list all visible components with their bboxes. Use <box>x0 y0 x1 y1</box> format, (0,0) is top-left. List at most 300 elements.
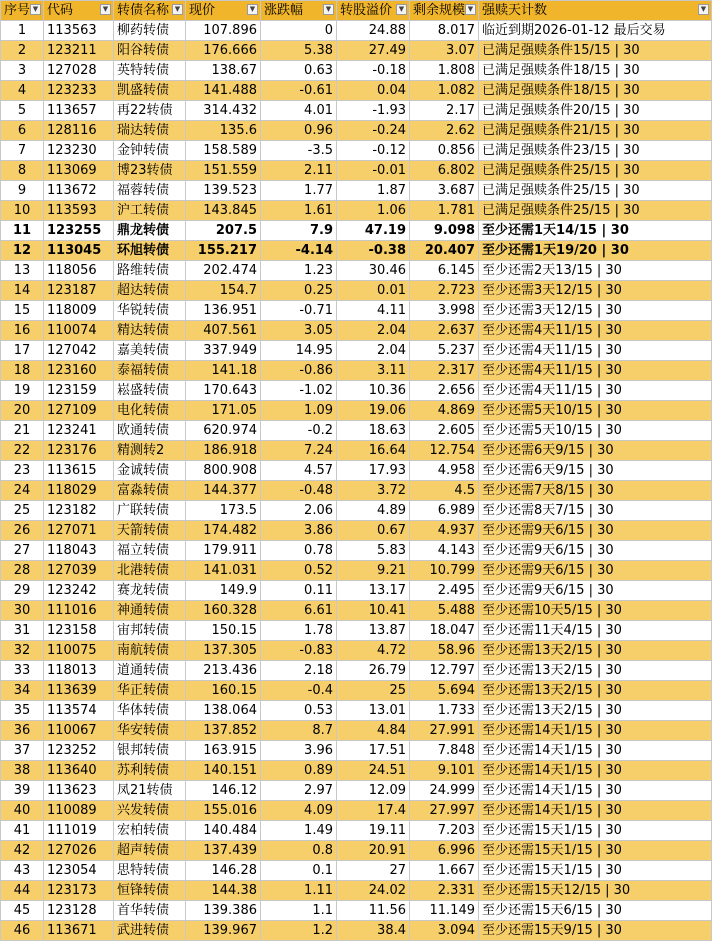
cell-redeem-count[interactable]: 至少还需3天12/15 | 30 <box>479 301 712 321</box>
cell-remaining[interactable]: 12.754 <box>410 441 479 461</box>
cell-premium[interactable]: 24.02 <box>337 881 410 901</box>
cell-change[interactable]: 2.06 <box>261 501 337 521</box>
cell-name[interactable]: 首华转债 <box>114 901 186 921</box>
cell-price[interactable]: 136.951 <box>186 301 261 321</box>
table-row[interactable] <box>1 641 712 661</box>
header-cell-code[interactable] <box>44 1 114 21</box>
cell-change[interactable]: -4.14 <box>261 241 337 261</box>
cell-index[interactable]: 19 <box>1 381 44 401</box>
cell-price[interactable]: 141.488 <box>186 81 261 101</box>
cell-premium[interactable]: 3.11 <box>337 361 410 381</box>
cell-name[interactable]: 思特转债 <box>114 861 186 881</box>
cell-remaining[interactable]: 5.488 <box>410 601 479 621</box>
cell-index[interactable]: 35 <box>1 701 44 721</box>
cell-index[interactable]: 16 <box>1 321 44 341</box>
cell-remaining[interactable]: 7.848 <box>410 741 479 761</box>
cell-remaining[interactable]: 4.937 <box>410 521 479 541</box>
cell-remaining[interactable]: 2.17 <box>410 101 479 121</box>
header-cell-price[interactable] <box>186 1 261 21</box>
cell-name[interactable]: 柳药转债 <box>114 21 186 41</box>
cell-redeem-count[interactable]: 至少还需15天1/15 | 30 <box>479 821 712 841</box>
cell-price[interactable]: 174.482 <box>186 521 261 541</box>
cell-code[interactable]: 123176 <box>44 441 114 461</box>
cell-index[interactable]: 25 <box>1 501 44 521</box>
cell-price[interactable]: 179.911 <box>186 541 261 561</box>
cell-change[interactable]: -0.48 <box>261 481 337 501</box>
cell-index[interactable]: 23 <box>1 461 44 481</box>
cell-redeem-count[interactable]: 至少还需13天2/15 | 30 <box>479 661 712 681</box>
table-row[interactable] <box>1 701 712 721</box>
cell-code[interactable]: 128116 <box>44 121 114 141</box>
cell-index[interactable]: 3 <box>1 61 44 81</box>
cell-remaining[interactable]: 2.723 <box>410 281 479 301</box>
cell-redeem-count[interactable]: 已满足强赎条件18/15 | 30 <box>479 61 712 81</box>
cell-premium[interactable]: 25 <box>337 681 410 701</box>
cell-change[interactable]: 1.09 <box>261 401 337 421</box>
cell-remaining[interactable]: 5.237 <box>410 341 479 361</box>
cell-premium[interactable]: -0.12 <box>337 141 410 161</box>
cell-remaining[interactable]: 9.101 <box>410 761 479 781</box>
cell-price[interactable]: 139.967 <box>186 921 261 941</box>
filter-dropdown-icon[interactable]: ▼ <box>30 4 41 15</box>
cell-remaining[interactable]: 2.605 <box>410 421 479 441</box>
table-row[interactable] <box>1 661 712 681</box>
cell-redeem-count[interactable]: 至少还需4天11/15 | 30 <box>479 361 712 381</box>
cell-index[interactable]: 11 <box>1 221 44 241</box>
filter-dropdown-icon[interactable]: ▼ <box>100 4 111 15</box>
cell-name[interactable]: 福立转债 <box>114 541 186 561</box>
cell-remaining[interactable]: 2.317 <box>410 361 479 381</box>
table-row[interactable] <box>1 621 712 641</box>
cell-redeem-count[interactable]: 至少还需8天7/15 | 30 <box>479 501 712 521</box>
cell-code[interactable]: 113615 <box>44 461 114 481</box>
cell-redeem-count[interactable]: 临近到期2026-01-12 最后交易 <box>479 21 712 41</box>
cell-remaining[interactable]: 12.797 <box>410 661 479 681</box>
cell-name[interactable]: 沪工转债 <box>114 201 186 221</box>
cell-premium[interactable]: -0.24 <box>337 121 410 141</box>
cell-name[interactable]: 北港转债 <box>114 561 186 581</box>
cell-premium[interactable]: 13.01 <box>337 701 410 721</box>
cell-premium[interactable]: 18.63 <box>337 421 410 441</box>
cell-code[interactable]: 123233 <box>44 81 114 101</box>
cell-redeem-count[interactable]: 至少还需14天1/15 | 30 <box>479 721 712 741</box>
table-row[interactable] <box>1 861 712 881</box>
cell-redeem-count[interactable]: 至少还需15天9/15 | 30 <box>479 921 712 941</box>
cell-change[interactable]: -0.86 <box>261 361 337 381</box>
cell-premium[interactable]: -0.01 <box>337 161 410 181</box>
cell-index[interactable]: 45 <box>1 901 44 921</box>
cell-premium[interactable]: 0.67 <box>337 521 410 541</box>
cell-remaining[interactable]: 58.96 <box>410 641 479 661</box>
cell-premium[interactable]: 4.11 <box>337 301 410 321</box>
table-row[interactable] <box>1 341 712 361</box>
cell-change[interactable]: 4.57 <box>261 461 337 481</box>
cell-name[interactable]: 华体转债 <box>114 701 186 721</box>
cell-change[interactable]: 3.05 <box>261 321 337 341</box>
cell-name[interactable]: 宙邦转债 <box>114 621 186 641</box>
cell-index[interactable]: 36 <box>1 721 44 741</box>
header-cell-redeem-count[interactable] <box>479 1 712 21</box>
cell-code[interactable]: 110074 <box>44 321 114 341</box>
cell-remaining[interactable]: 20.407 <box>410 241 479 261</box>
cell-code[interactable]: 123182 <box>44 501 114 521</box>
cell-premium[interactable]: 12.09 <box>337 781 410 801</box>
cell-remaining[interactable]: 11.149 <box>410 901 479 921</box>
cell-price[interactable]: 158.589 <box>186 141 261 161</box>
cell-premium[interactable]: 10.41 <box>337 601 410 621</box>
table-row[interactable] <box>1 361 712 381</box>
filter-dropdown-icon[interactable]: ▼ <box>323 4 334 15</box>
cell-code[interactable]: 110089 <box>44 801 114 821</box>
cell-change[interactable]: -0.4 <box>261 681 337 701</box>
table-row[interactable] <box>1 421 712 441</box>
cell-premium[interactable]: 16.64 <box>337 441 410 461</box>
cell-price[interactable]: 176.666 <box>186 41 261 61</box>
table-row[interactable] <box>1 781 712 801</box>
cell-name[interactable]: 阳谷转债 <box>114 41 186 61</box>
cell-price[interactable]: 160.15 <box>186 681 261 701</box>
cell-redeem-count[interactable]: 至少还需9天6/15 | 30 <box>479 541 712 561</box>
cell-code[interactable]: 113045 <box>44 241 114 261</box>
table-row[interactable] <box>1 441 712 461</box>
table-row[interactable] <box>1 181 712 201</box>
cell-code[interactable]: 113069 <box>44 161 114 181</box>
cell-name[interactable]: 再22转债 <box>114 101 186 121</box>
cell-premium[interactable]: 2.04 <box>337 321 410 341</box>
cell-change[interactable]: 4.01 <box>261 101 337 121</box>
cell-redeem-count[interactable]: 已满足强赎条件21/15 | 30 <box>479 121 712 141</box>
cell-remaining[interactable]: 6.989 <box>410 501 479 521</box>
cell-index[interactable]: 1 <box>1 21 44 41</box>
cell-name[interactable]: 富淼转债 <box>114 481 186 501</box>
cell-remaining[interactable]: 1.082 <box>410 81 479 101</box>
cell-redeem-count[interactable]: 至少还需13天2/15 | 30 <box>479 701 712 721</box>
cell-price[interactable]: 143.845 <box>186 201 261 221</box>
cell-redeem-count[interactable]: 至少还需5天10/15 | 30 <box>479 401 712 421</box>
table-row[interactable] <box>1 901 712 921</box>
table-row[interactable] <box>1 121 712 141</box>
cell-price[interactable]: 155.217 <box>186 241 261 261</box>
cell-redeem-count[interactable]: 至少还需9天6/15 | 30 <box>479 521 712 541</box>
cell-price[interactable]: 135.6 <box>186 121 261 141</box>
cell-index[interactable]: 28 <box>1 561 44 581</box>
cell-price[interactable]: 800.908 <box>186 461 261 481</box>
cell-change[interactable]: 1.77 <box>261 181 337 201</box>
table-row[interactable] <box>1 521 712 541</box>
cell-code[interactable]: 118056 <box>44 261 114 281</box>
cell-redeem-count[interactable]: 至少还需15天12/15 | 30 <box>479 881 712 901</box>
cell-code[interactable]: 111019 <box>44 821 114 841</box>
cell-price[interactable]: 137.439 <box>186 841 261 861</box>
table-row[interactable] <box>1 761 712 781</box>
cell-name[interactable]: 道通转债 <box>114 661 186 681</box>
cell-change[interactable]: 14.95 <box>261 341 337 361</box>
table-row[interactable] <box>1 721 712 741</box>
cell-price[interactable]: 139.523 <box>186 181 261 201</box>
cell-price[interactable]: 138.064 <box>186 701 261 721</box>
cell-redeem-count[interactable]: 至少还需14天1/15 | 30 <box>479 781 712 801</box>
cell-price[interactable]: 171.05 <box>186 401 261 421</box>
cell-index[interactable]: 18 <box>1 361 44 381</box>
cell-redeem-count[interactable]: 至少还需1天14/15 | 30 <box>479 221 712 241</box>
cell-premium[interactable]: 30.46 <box>337 261 410 281</box>
cell-index[interactable]: 6 <box>1 121 44 141</box>
cell-remaining[interactable]: 5.694 <box>410 681 479 701</box>
cell-name[interactable]: 鼎龙转债 <box>114 221 186 241</box>
cell-remaining[interactable]: 3.998 <box>410 301 479 321</box>
cell-name[interactable]: 武进转债 <box>114 921 186 941</box>
table-row[interactable] <box>1 241 712 261</box>
cell-remaining[interactable]: 9.098 <box>410 221 479 241</box>
cell-name[interactable]: 凯盛转债 <box>114 81 186 101</box>
cell-change[interactable]: -0.71 <box>261 301 337 321</box>
cell-redeem-count[interactable]: 已满足强赎条件25/15 | 30 <box>479 201 712 221</box>
cell-premium[interactable]: 4.84 <box>337 721 410 741</box>
cell-premium[interactable]: 4.89 <box>337 501 410 521</box>
cell-premium[interactable]: 1.06 <box>337 201 410 221</box>
cell-code[interactable]: 118029 <box>44 481 114 501</box>
cell-name[interactable]: 宏柏转债 <box>114 821 186 841</box>
cell-change[interactable]: 5.38 <box>261 41 337 61</box>
cell-remaining[interactable]: 4.869 <box>410 401 479 421</box>
table-row[interactable] <box>1 801 712 821</box>
cell-remaining[interactable]: 27.991 <box>410 721 479 741</box>
cell-index[interactable]: 26 <box>1 521 44 541</box>
cell-index[interactable]: 40 <box>1 801 44 821</box>
cell-premium[interactable]: 13.17 <box>337 581 410 601</box>
table-row[interactable] <box>1 481 712 501</box>
table-row[interactable] <box>1 581 712 601</box>
cell-premium[interactable]: 26.79 <box>337 661 410 681</box>
cell-index[interactable]: 39 <box>1 781 44 801</box>
table-row[interactable] <box>1 881 712 901</box>
cell-code[interactable]: 113563 <box>44 21 114 41</box>
cell-price[interactable]: 170.643 <box>186 381 261 401</box>
cell-premium[interactable]: -1.93 <box>337 101 410 121</box>
cell-name[interactable]: 凤21转债 <box>114 781 186 801</box>
cell-index[interactable]: 14 <box>1 281 44 301</box>
table-row[interactable] <box>1 61 712 81</box>
cell-name[interactable]: 广联转债 <box>114 501 186 521</box>
cell-change[interactable]: -1.02 <box>261 381 337 401</box>
cell-remaining[interactable]: 1.667 <box>410 861 479 881</box>
cell-index[interactable]: 41 <box>1 821 44 841</box>
cell-remaining[interactable]: 18.047 <box>410 621 479 641</box>
table-row[interactable] <box>1 141 712 161</box>
cell-code[interactable]: 113640 <box>44 761 114 781</box>
cell-name[interactable]: 精测转2 <box>114 441 186 461</box>
cell-name[interactable]: 欧通转债 <box>114 421 186 441</box>
table-row[interactable] <box>1 921 712 941</box>
cell-redeem-count[interactable]: 至少还需13天2/15 | 30 <box>479 641 712 661</box>
cell-redeem-count[interactable]: 至少还需9天6/15 | 30 <box>479 561 712 581</box>
table-row[interactable] <box>1 161 712 181</box>
cell-change[interactable]: 0.53 <box>261 701 337 721</box>
cell-name[interactable]: 超达转债 <box>114 281 186 301</box>
cell-change[interactable]: -0.2 <box>261 421 337 441</box>
cell-index[interactable]: 27 <box>1 541 44 561</box>
cell-redeem-count[interactable]: 至少还需3天12/15 | 30 <box>479 281 712 301</box>
cell-price[interactable]: 155.016 <box>186 801 261 821</box>
cell-code[interactable]: 127071 <box>44 521 114 541</box>
cell-remaining[interactable]: 2.331 <box>410 881 479 901</box>
cell-code[interactable]: 123230 <box>44 141 114 161</box>
cell-premium[interactable]: 13.87 <box>337 621 410 641</box>
cell-index[interactable]: 8 <box>1 161 44 181</box>
cell-price[interactable]: 620.974 <box>186 421 261 441</box>
filter-dropdown-icon[interactable]: ▼ <box>396 4 407 15</box>
cell-remaining[interactable]: 3.687 <box>410 181 479 201</box>
cell-name[interactable]: 华锐转债 <box>114 301 186 321</box>
cell-remaining[interactable]: 2.62 <box>410 121 479 141</box>
cell-index[interactable]: 4 <box>1 81 44 101</box>
cell-redeem-count[interactable]: 已满足强赎条件20/15 | 30 <box>479 101 712 121</box>
cell-index[interactable]: 7 <box>1 141 44 161</box>
cell-name[interactable]: 福蓉转债 <box>114 181 186 201</box>
table-row[interactable] <box>1 201 712 221</box>
cell-price[interactable]: 149.9 <box>186 581 261 601</box>
table-row[interactable] <box>1 81 712 101</box>
cell-index[interactable]: 10 <box>1 201 44 221</box>
cell-redeem-count[interactable]: 至少还需1天19/20 | 30 <box>479 241 712 261</box>
cell-change[interactable]: 0.52 <box>261 561 337 581</box>
cell-premium[interactable]: 24.51 <box>337 761 410 781</box>
cell-name[interactable]: 英特转债 <box>114 61 186 81</box>
cell-index[interactable]: 21 <box>1 421 44 441</box>
cell-redeem-count[interactable]: 至少还需6天9/15 | 30 <box>479 441 712 461</box>
cell-redeem-count[interactable]: 至少还需13天2/15 | 30 <box>479 681 712 701</box>
cell-remaining[interactable]: 0.856 <box>410 141 479 161</box>
cell-name[interactable]: 电化转债 <box>114 401 186 421</box>
cell-change[interactable]: 1.2 <box>261 921 337 941</box>
cell-redeem-count[interactable]: 至少还需6天9/15 | 30 <box>479 461 712 481</box>
cell-code[interactable]: 113639 <box>44 681 114 701</box>
cell-name[interactable]: 泰福转债 <box>114 361 186 381</box>
cell-premium[interactable]: 27 <box>337 861 410 881</box>
cell-price[interactable]: 207.5 <box>186 221 261 241</box>
table-row[interactable] <box>1 281 712 301</box>
cell-code[interactable]: 127028 <box>44 61 114 81</box>
cell-code[interactable]: 110067 <box>44 721 114 741</box>
cell-price[interactable]: 140.484 <box>186 821 261 841</box>
table-row[interactable] <box>1 681 712 701</box>
cell-price[interactable]: 146.12 <box>186 781 261 801</box>
cell-redeem-count[interactable]: 至少还需14天1/15 | 30 <box>479 741 712 761</box>
cell-premium[interactable]: 0.01 <box>337 281 410 301</box>
cell-code[interactable]: 113574 <box>44 701 114 721</box>
cell-code[interactable]: 118009 <box>44 301 114 321</box>
table-row[interactable] <box>1 261 712 281</box>
cell-redeem-count[interactable]: 已满足强赎条件25/15 | 30 <box>479 181 712 201</box>
cell-redeem-count[interactable]: 已满足强赎条件25/15 | 30 <box>479 161 712 181</box>
cell-change[interactable]: 2.97 <box>261 781 337 801</box>
cell-index[interactable]: 33 <box>1 661 44 681</box>
cell-index[interactable]: 32 <box>1 641 44 661</box>
cell-premium[interactable]: 5.83 <box>337 541 410 561</box>
cell-change[interactable]: 2.11 <box>261 161 337 181</box>
cell-remaining[interactable]: 27.997 <box>410 801 479 821</box>
cell-index[interactable]: 9 <box>1 181 44 201</box>
cell-name[interactable]: 赛龙转债 <box>114 581 186 601</box>
cell-premium[interactable]: 20.91 <box>337 841 410 861</box>
cell-code[interactable]: 127039 <box>44 561 114 581</box>
cell-price[interactable]: 140.151 <box>186 761 261 781</box>
cell-code[interactable]: 123252 <box>44 741 114 761</box>
cell-code[interactable]: 118043 <box>44 541 114 561</box>
cell-name[interactable]: 恒锋转债 <box>114 881 186 901</box>
cell-name[interactable]: 苏利转债 <box>114 761 186 781</box>
cell-change[interactable]: 7.9 <box>261 221 337 241</box>
cell-index[interactable]: 13 <box>1 261 44 281</box>
cell-index[interactable]: 43 <box>1 861 44 881</box>
cell-remaining[interactable]: 1.781 <box>410 201 479 221</box>
cell-price[interactable]: 202.474 <box>186 261 261 281</box>
table-row[interactable] <box>1 301 712 321</box>
cell-remaining[interactable]: 24.999 <box>410 781 479 801</box>
cell-index[interactable]: 5 <box>1 101 44 121</box>
cell-redeem-count[interactable]: 至少还需9天6/15 | 30 <box>479 581 712 601</box>
table-row[interactable] <box>1 101 712 121</box>
cell-name[interactable]: 超声转债 <box>114 841 186 861</box>
cell-index[interactable]: 12 <box>1 241 44 261</box>
table-row[interactable] <box>1 821 712 841</box>
cell-change[interactable]: 0.11 <box>261 581 337 601</box>
table-row[interactable] <box>1 741 712 761</box>
cell-premium[interactable]: 4.72 <box>337 641 410 661</box>
cell-price[interactable]: 337.949 <box>186 341 261 361</box>
cell-change[interactable]: 0.96 <box>261 121 337 141</box>
cell-code[interactable]: 110075 <box>44 641 114 661</box>
table-row[interactable] <box>1 41 712 61</box>
cell-remaining[interactable]: 2.656 <box>410 381 479 401</box>
cell-redeem-count[interactable]: 至少还需15天1/15 | 30 <box>479 841 712 861</box>
cell-price[interactable]: 314.432 <box>186 101 261 121</box>
cell-code[interactable]: 127042 <box>44 341 114 361</box>
cell-change[interactable]: -0.83 <box>261 641 337 661</box>
cell-index[interactable]: 44 <box>1 881 44 901</box>
table-row[interactable] <box>1 461 712 481</box>
cell-redeem-count[interactable]: 至少还需7天8/15 | 30 <box>479 481 712 501</box>
cell-code[interactable]: 123187 <box>44 281 114 301</box>
filter-dropdown-icon[interactable]: ▼ <box>247 4 258 15</box>
cell-price[interactable]: 144.377 <box>186 481 261 501</box>
cell-premium[interactable]: -0.38 <box>337 241 410 261</box>
cell-remaining[interactable]: 3.07 <box>410 41 479 61</box>
cell-redeem-count[interactable]: 至少还需4天11/15 | 30 <box>479 381 712 401</box>
cell-premium[interactable]: 10.36 <box>337 381 410 401</box>
table-row[interactable] <box>1 21 712 41</box>
cell-remaining[interactable]: 6.802 <box>410 161 479 181</box>
cell-name[interactable]: 兴发转债 <box>114 801 186 821</box>
cell-remaining[interactable]: 6.145 <box>410 261 479 281</box>
cell-premium[interactable]: 17.93 <box>337 461 410 481</box>
cell-name[interactable]: 瑞达转债 <box>114 121 186 141</box>
cell-change[interactable]: 3.86 <box>261 521 337 541</box>
cell-index[interactable]: 34 <box>1 681 44 701</box>
cell-price[interactable]: 173.5 <box>186 501 261 521</box>
cell-price[interactable]: 186.918 <box>186 441 261 461</box>
cell-change[interactable]: 0 <box>261 21 337 41</box>
cell-change[interactable]: 0.1 <box>261 861 337 881</box>
cell-premium[interactable]: 27.49 <box>337 41 410 61</box>
cell-premium[interactable]: 3.72 <box>337 481 410 501</box>
cell-price[interactable]: 160.328 <box>186 601 261 621</box>
cell-change[interactable]: 3.96 <box>261 741 337 761</box>
cell-premium[interactable]: -0.18 <box>337 61 410 81</box>
cell-change[interactable]: -3.5 <box>261 141 337 161</box>
filter-dropdown-icon[interactable]: ▼ <box>465 4 476 15</box>
cell-code[interactable]: 113671 <box>44 921 114 941</box>
